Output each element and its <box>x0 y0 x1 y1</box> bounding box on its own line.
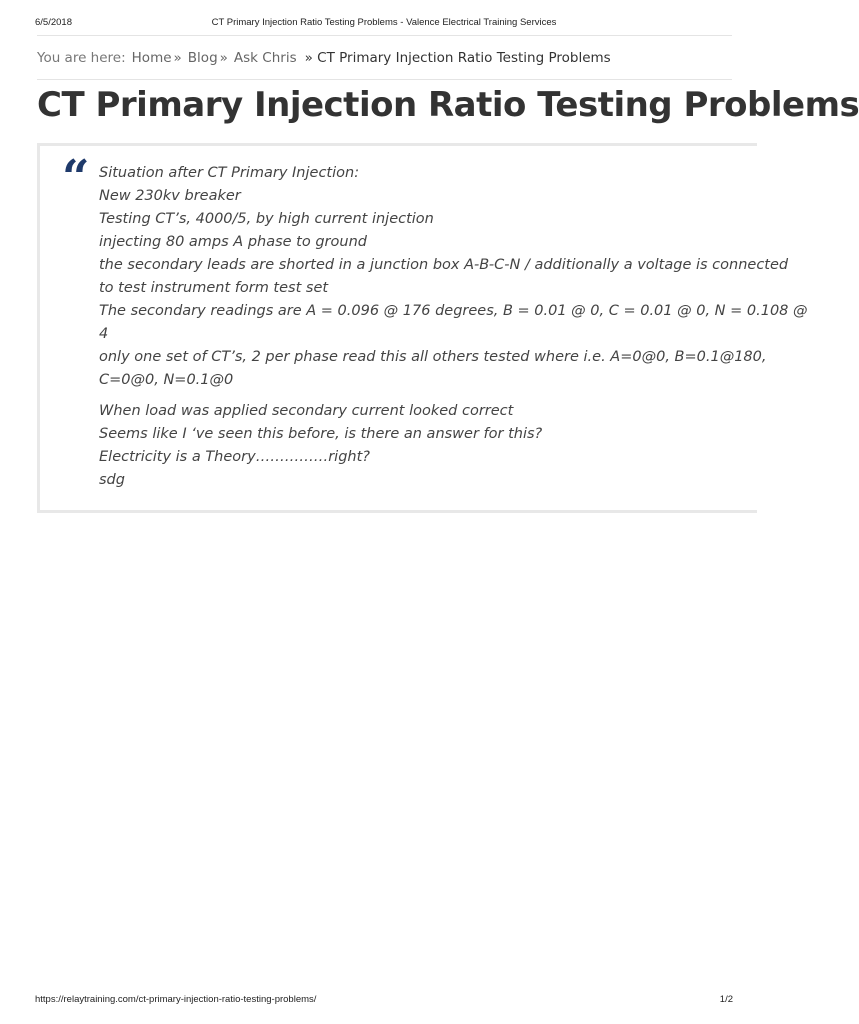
quote-paragraph <box>99 162 808 392</box>
quote-line: The secondary readings are A = 0.096 @ 176 degrees, B = 0.01 @ 0, C = 0.01 @ 0, N = 0.108 @ <box>99 303 808 319</box>
quote-line: When load was applied secondary current looked correct <box>99 403 514 419</box>
print-url: https://relaytraining.com/ct-primary-injection-ratio-testing-problems/ <box>35 994 317 1005</box>
breadcrumb <box>37 36 732 79</box>
quote-line: only one set of CT’s, 2 per phase read this all others tested where i.e. A=0@0, B=0.1@180, <box>99 349 767 365</box>
breadcrumb-blog-link[interactable]: Blog <box>187 49 218 66</box>
quote-mark-icon: “ <box>62 150 90 206</box>
quote-line: Situation after CT Primary Injection: <box>99 165 360 181</box>
quote-line: sdg <box>99 472 125 488</box>
quote-line: 4 <box>99 326 109 342</box>
print-doc-title: CT Primary Injection Ratio Testing Problems - Valence Electrical Training Services <box>211 17 557 28</box>
breadcrumb-home-link[interactable]: Home <box>131 49 172 66</box>
quote-line: Seems like I ‘ve seen this before, is there an answer for this? <box>99 426 543 442</box>
quote-body <box>99 162 808 500</box>
quote-line: Electricity is a Theory……………right? <box>99 449 370 465</box>
quote-line: C=0@0, N=0.1@0 <box>99 372 234 388</box>
print-header <box>35 17 733 31</box>
breadcrumb-ask-chris-link[interactable]: Ask Chris <box>233 49 297 66</box>
quote-line: injecting 80 amps A phase to ground <box>99 234 367 250</box>
quote-paragraph <box>99 400 779 492</box>
page-title: CT Primary Injection Ratio Testing Problems <box>37 85 859 125</box>
print-date: 6/5/2018 <box>35 17 72 28</box>
blockquote <box>37 143 808 513</box>
quote-line: Testing CT’s, 4000/5, by high current injection <box>99 211 434 227</box>
divider <box>37 79 732 80</box>
quote-line: the secondary leads are shorted in a junction box A-B-C-N / additionally a voltage is connected <box>99 257 789 273</box>
breadcrumb-separator: » <box>173 49 182 66</box>
breadcrumb-current: » CT Primary Injection Ratio Testing Problems <box>304 49 611 66</box>
page-content <box>37 35 859 525</box>
quote-line: New 230kv breaker <box>99 188 241 204</box>
page-number: 1/2 <box>719 994 733 1005</box>
quote-line: to test instrument form test set <box>99 280 329 296</box>
breadcrumb-prefix: You are here: <box>37 49 126 66</box>
print-footer <box>35 994 733 1008</box>
breadcrumb-separator: » <box>219 49 228 66</box>
